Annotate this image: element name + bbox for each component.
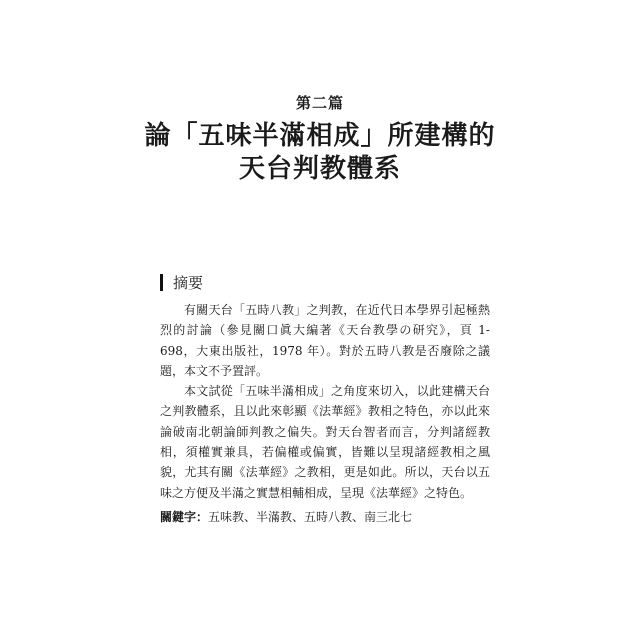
keywords-line xyxy=(160,508,412,525)
part-label: 第二篇 xyxy=(295,94,344,112)
abstract-paragraph-2: 本文試從「五味半滿相成」之角度來切入，以此建構天台之判教體系，且以此來彰顯《法華經》教相之特色，亦以此來論破南北朝論師判教之偏失。對天台智者而言，分判諸經教相，須權實兼具，若偏權或偏實，皆難以呈現諸經教相之風貌，尤其有關《法華經》之教相，更是如此。所以，天台以五味之方便及半滿之實慧相輔相成，呈現《法華經》之特色。 xyxy=(160,384,490,500)
abstract-paragraph-1: 有關天台「五時八教」之判教，在近代日本學界引起極熱烈的討論（參見關口眞大編著《天台教學の研究》，頁 1-698，大東出版社，1978 年）。對於五時八教是否廢除之議題，本文不予置評。 xyxy=(160,303,490,378)
keywords-text: 五味教、半滿教、五時八教、南三北七 xyxy=(208,510,413,524)
chapter-title-line-1: 論「五味半滿相成」所建構的 xyxy=(144,121,496,151)
abstract-heading xyxy=(160,272,203,293)
keywords-label: 關鍵字： xyxy=(160,510,209,524)
abstract-body xyxy=(160,300,490,503)
chapter-title-line-2: 天台判教體系 xyxy=(238,154,401,184)
abstract-heading-label: 摘要 xyxy=(173,274,204,292)
heading-bar-icon xyxy=(160,274,163,291)
